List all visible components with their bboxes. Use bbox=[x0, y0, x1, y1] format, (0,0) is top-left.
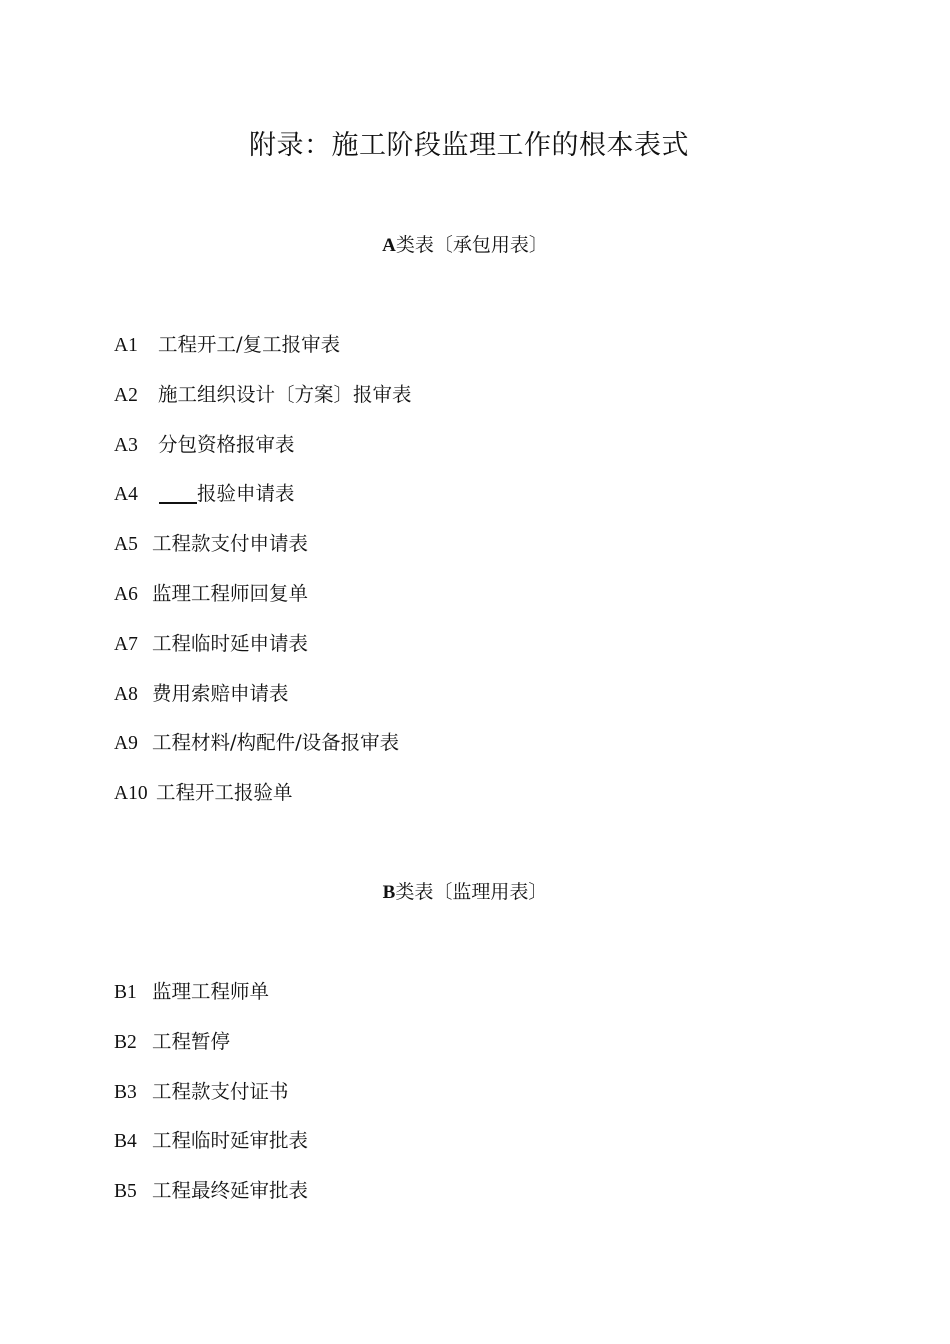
form-name: 工程材料/构配件/设备报审表 bbox=[152, 731, 400, 755]
section-a-label: 类表〔承包用表〕 bbox=[395, 234, 548, 256]
form-name: 工程开工报验单 bbox=[156, 781, 293, 805]
form-code: A3 bbox=[114, 434, 138, 456]
form-code: B1 bbox=[114, 982, 137, 1003]
form-code: A10 bbox=[114, 783, 148, 805]
form-code: A1 bbox=[114, 335, 138, 356]
section-a-heading bbox=[0, 231, 930, 260]
list-item bbox=[114, 580, 412, 630]
form-code: B5 bbox=[114, 1181, 137, 1203]
form-name: 工程开工/复工报审表 bbox=[158, 333, 341, 356]
section-b-label: 类表〔监理用表〕 bbox=[395, 881, 548, 903]
list-item bbox=[114, 1177, 308, 1227]
list-item bbox=[114, 779, 412, 829]
form-name: 工程款支付证书 bbox=[152, 1079, 289, 1103]
list-item bbox=[114, 381, 412, 431]
list-item bbox=[114, 978, 308, 1028]
form-code: A4 bbox=[114, 484, 138, 506]
section-b-form-list bbox=[114, 978, 308, 1227]
section-a-form-list bbox=[114, 331, 412, 829]
form-code: A2 bbox=[114, 384, 138, 406]
form-code: A5 bbox=[114, 534, 138, 556]
list-item bbox=[114, 630, 412, 680]
form-code: A9 bbox=[114, 733, 138, 755]
fill-in-blank-line bbox=[159, 502, 197, 504]
form-name: 监理工程师单 bbox=[152, 980, 270, 1003]
form-name: 报验申请表 bbox=[197, 482, 295, 506]
form-name: 工程款支付申请表 bbox=[152, 532, 309, 556]
list-item bbox=[114, 530, 412, 580]
form-name: 施工组织设计〔方案〕报审表 bbox=[158, 382, 412, 406]
form-code: A6 bbox=[114, 583, 138, 605]
form-name: 工程最终延审批表 bbox=[152, 1179, 309, 1203]
list-item bbox=[114, 680, 412, 730]
form-code: A8 bbox=[114, 683, 138, 705]
document-title: 附录：施工阶段监理工作的根本表式 bbox=[249, 130, 689, 161]
form-code: B3 bbox=[114, 1081, 137, 1103]
list-item bbox=[114, 1078, 308, 1128]
form-code: B4 bbox=[114, 1131, 137, 1153]
form-name: 费用索赔申请表 bbox=[152, 681, 289, 705]
list-item bbox=[114, 729, 412, 779]
form-name: 工程临时延审批表 bbox=[152, 1129, 309, 1153]
section-b-code: B bbox=[382, 882, 396, 903]
section-a-code: A bbox=[382, 235, 396, 256]
form-name: 分包资格报审表 bbox=[158, 432, 295, 456]
form-code: A7 bbox=[114, 633, 138, 655]
list-item bbox=[114, 480, 412, 530]
form-name: 工程临时延申请表 bbox=[152, 631, 309, 655]
list-item bbox=[114, 431, 412, 481]
section-b-heading bbox=[0, 878, 930, 907]
form-name: 工程暂停 bbox=[152, 1029, 231, 1053]
list-item bbox=[114, 1028, 308, 1078]
list-item bbox=[114, 1127, 308, 1177]
form-name: 监理工程师回复单 bbox=[152, 581, 309, 605]
form-code: B2 bbox=[114, 1031, 137, 1053]
list-item bbox=[114, 331, 412, 381]
